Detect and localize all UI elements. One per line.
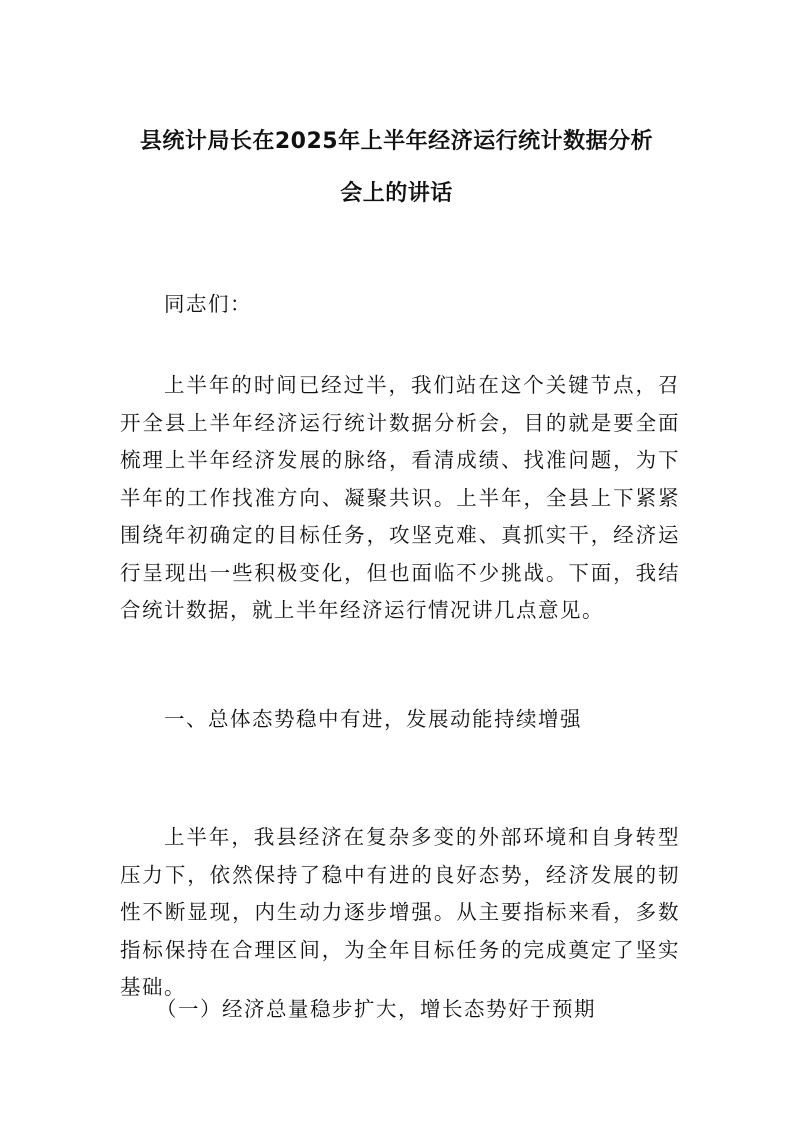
intro-paragraph: 上半年的时间已经过半，我们站在这个关键节点，召开全县上半年经济运行统计数据分析会，目的就是要全面梳理上半年经济发展的脉络，看清成绩、找准问题，为下半年的工作找准方向、凝聚共识。上半年，全县上下紧紧围绕年初确定的目标任务，攻坚克难、真抓实干，经济运行呈现出一些积极变化，但也面临不少挑战。下面，我结合统计数据，就上半年经济运行情况讲几点意见。 xyxy=(120,373,680,622)
section-heading-1: 一、总体态势稳中有进，发展动能持续增强 xyxy=(164,707,582,731)
section-1-paragraph: 上半年，我县经济在复杂多变的外部环境和自身转型压力下，依然保持了稳中有进的良好态势，经济发展的韧性不断显现，内生动力逐步增强。从主要指标来看，多数指标保持在合理区间，为全年目标任务的完成奠定了坚实基础。 xyxy=(120,825,680,999)
document-title-line-2: 会上的讲话 xyxy=(340,181,453,206)
greeting: 同志们： xyxy=(164,292,252,316)
subsection-heading-1: （一）经济总量稳步扩大，增长态势好于预期 xyxy=(156,997,596,1021)
document-title-line-1: 县统计局长在2025年上半年经济运行统计数据分析 xyxy=(139,129,654,154)
